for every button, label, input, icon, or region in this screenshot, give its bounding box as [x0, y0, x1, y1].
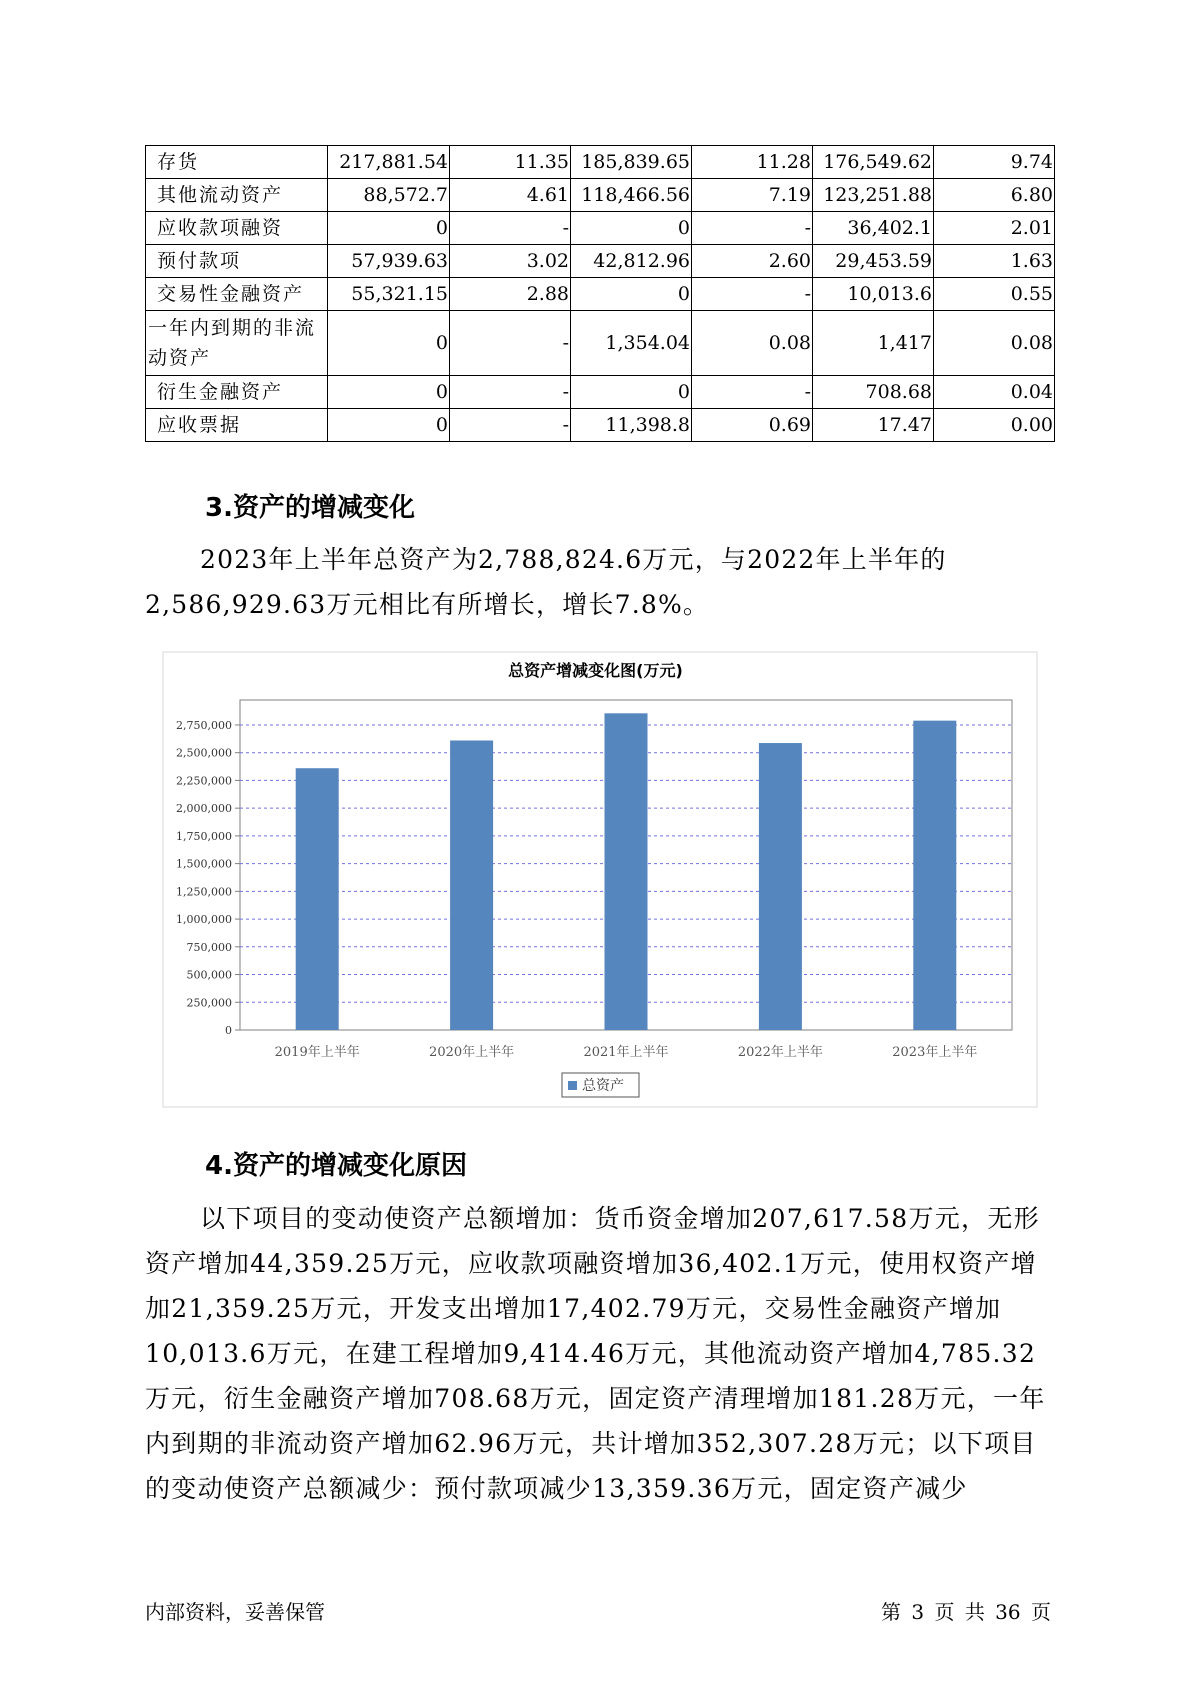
cell-v3: 17.47 — [813, 409, 934, 442]
y-tick-label: 2,750,000 — [176, 718, 232, 732]
y-tick-label: 0 — [225, 1024, 232, 1037]
cell-v1: 0 — [328, 311, 450, 376]
cell-p1: - — [450, 212, 571, 245]
cell-p1: - — [450, 409, 571, 442]
cell-p3: 0.08 — [934, 311, 1055, 376]
cell-p2: - — [692, 212, 813, 245]
x-tick-label: 2022年上半年 — [737, 1045, 823, 1060]
cell-v1: 217,881.54 — [328, 146, 450, 179]
cell-p3: 0.00 — [934, 409, 1055, 442]
cell-v1: 55,321.15 — [328, 278, 450, 311]
cell-v2: 118,466.56 — [571, 179, 692, 212]
bar — [759, 743, 802, 1030]
legend-swatch — [568, 1081, 577, 1090]
section4-paragraph: 以下项目的变动使资产总额增加：货币资金增加207,617.58万元，无形资产增加44,359.25万元，应收款项融资增加36,402.1万元，使用权资产增加21,359.25万元，开发支出增加17,402.79万元，交易性金融资产增加10,013.6万元，在建工程增加9,414.46万元，其他流动资产增加4,785.32万元，衍生金融资产增加708.68万元，固定资产清理增加181.28万元，一年内到期的非流动资产增加62.96万元，共计增加352,307.28万元；以下项目的变动使资产总额减少：预付款项减少13,359.36万元，固定资产减少 — [145, 1204, 1046, 1503]
cell-p3: 0.04 — [934, 376, 1055, 409]
cell-p2: - — [692, 376, 813, 409]
y-tick-label: 250,000 — [186, 996, 232, 1010]
bar — [296, 768, 339, 1030]
cell-p2: 2.60 — [692, 245, 813, 278]
cell-p2: 7.19 — [692, 179, 813, 212]
cell-p2: 11.28 — [692, 146, 813, 179]
section4-heading: 4.资产的增减变化原因 — [205, 1151, 467, 1181]
row-label: 衍生金融资产 — [146, 376, 328, 409]
cell-p1: 3.02 — [450, 245, 571, 278]
cell-v3: 708.68 — [813, 376, 934, 409]
cell-p1: 4.61 — [450, 179, 571, 212]
cell-v2: 11,398.8 — [571, 409, 692, 442]
x-tick-label: 2023年上半年 — [892, 1045, 978, 1060]
footer-confidential: 内部资料，妥善保管 — [145, 1600, 325, 1624]
chart-title: 总资产增减变化图(万元) — [508, 661, 683, 680]
y-tick-label: 2,250,000 — [176, 774, 232, 788]
cell-v3: 10,013.6 — [813, 278, 934, 311]
cell-v2: 0 — [571, 212, 692, 245]
y-tick-label: 1,750,000 — [176, 829, 232, 843]
y-tick-label: 1,500,000 — [176, 857, 232, 871]
row-label: 交易性金融资产 — [146, 278, 328, 311]
bar — [605, 713, 648, 1030]
cell-v3: 1,417 — [813, 311, 934, 376]
x-tick-label: 2021年上半年 — [583, 1045, 669, 1060]
cell-v2: 42,812.96 — [571, 245, 692, 278]
bar — [913, 721, 956, 1030]
row-label: 预付款项 — [146, 245, 328, 278]
cell-p1: 11.35 — [450, 146, 571, 179]
cell-v2: 1,354.04 — [571, 311, 692, 376]
cell-p3: 6.80 — [934, 179, 1055, 212]
y-tick-label: 750,000 — [186, 940, 232, 954]
cell-v1: 0 — [328, 212, 450, 245]
cell-p3: 9.74 — [934, 146, 1055, 179]
row-label: 应收票据 — [146, 409, 328, 442]
cell-p3: 0.55 — [934, 278, 1055, 311]
cell-p3: 2.01 — [934, 212, 1055, 245]
cell-p2: 0.69 — [692, 409, 813, 442]
cell-v2: 185,839.65 — [571, 146, 692, 179]
cell-p1: - — [450, 376, 571, 409]
section3-heading: 3.资产的增减变化 — [205, 493, 415, 523]
row-label: 一年内到期的非流动资产 — [146, 311, 328, 376]
legend-label: 总资产 — [582, 1078, 624, 1094]
cell-v1: 0 — [328, 409, 450, 442]
cell-v1: 57,939.63 — [328, 245, 450, 278]
cell-v3: 176,549.62 — [813, 146, 934, 179]
cell-v3: 29,453.59 — [813, 245, 934, 278]
row-label: 其他流动资产 — [146, 179, 328, 212]
y-tick-label: 1,000,000 — [176, 913, 232, 927]
y-tick-label: 1,250,000 — [176, 885, 232, 899]
cell-v2: 0 — [571, 278, 692, 311]
cell-v1: 0 — [328, 376, 450, 409]
y-tick-label: 500,000 — [186, 968, 232, 982]
footer-page-number: 第 3 页 共 36 页 — [881, 1600, 1051, 1624]
section3-paragraph: 2023年上半年总资产为2,788,824.6万元，与2022年上半年的2,586,929.63万元相比有所增长，增长7.8%。 — [145, 545, 947, 619]
cell-v1: 88,572.7 — [328, 179, 450, 212]
cell-p2: - — [692, 278, 813, 311]
x-tick-label: 2020年上半年 — [429, 1045, 515, 1060]
cell-p1: 2.88 — [450, 278, 571, 311]
cell-p1: - — [450, 311, 571, 376]
cell-v2: 0 — [571, 376, 692, 409]
y-tick-label: 2,000,000 — [176, 802, 232, 816]
x-tick-label: 2019年上半年 — [274, 1045, 360, 1060]
bar — [450, 740, 493, 1030]
cell-p3: 1.63 — [934, 245, 1055, 278]
row-label: 存货 — [146, 146, 328, 179]
cell-v3: 123,251.88 — [813, 179, 934, 212]
row-label: 应收款项融资 — [146, 212, 328, 245]
cell-v3: 36,402.1 — [813, 212, 934, 245]
cell-p2: 0.08 — [692, 311, 813, 376]
y-tick-label: 2,500,000 — [176, 746, 232, 760]
